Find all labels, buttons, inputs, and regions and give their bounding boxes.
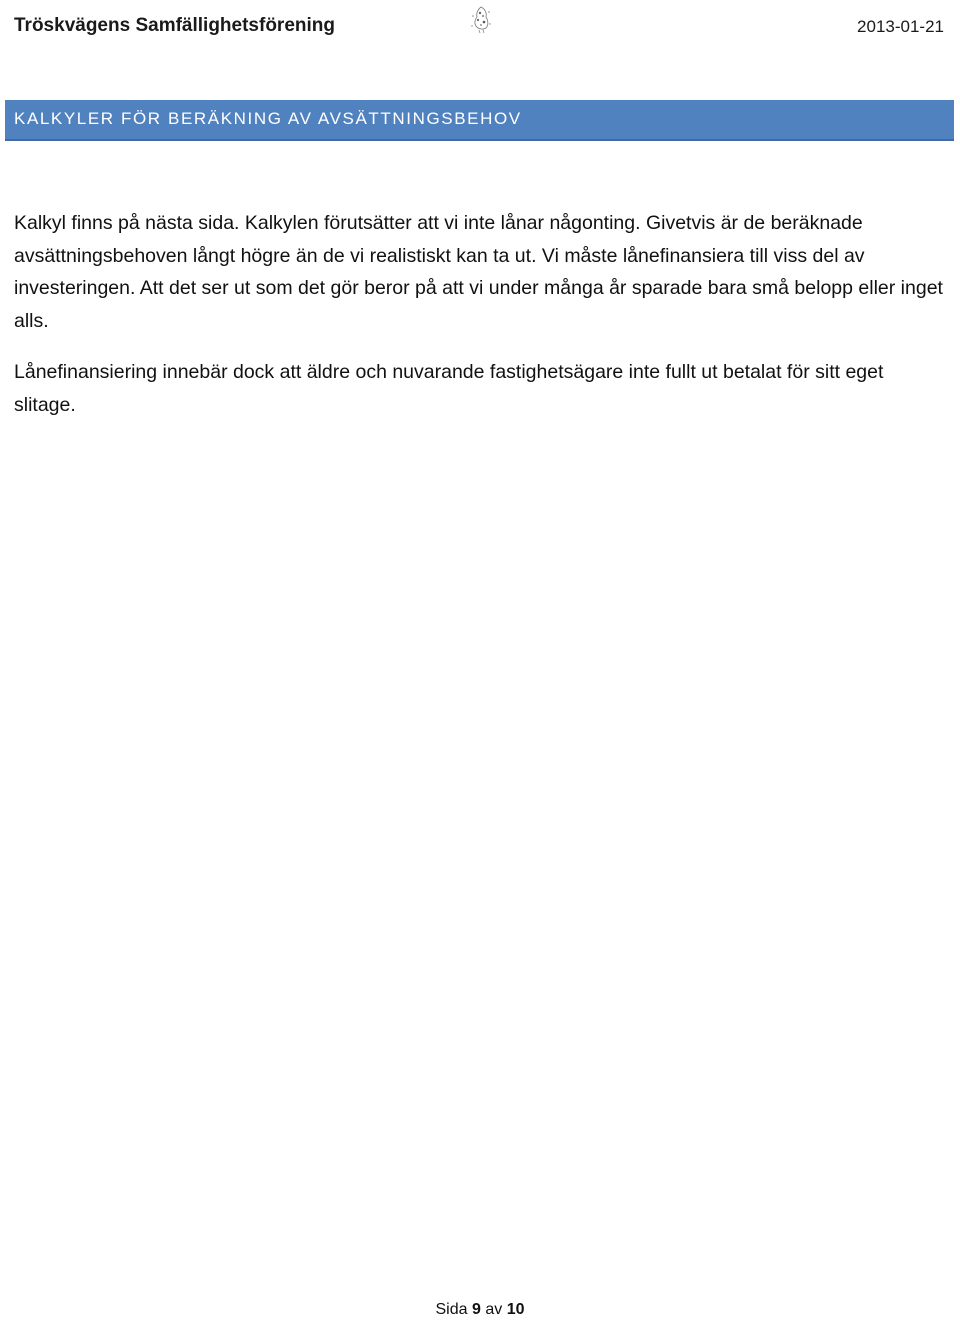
page-total: 10 <box>506 1301 525 1318</box>
document-date: 2013-01-21 <box>857 17 944 36</box>
section-title: KALKYLER FÖR BERÄKNING AV AVSÄTTNINGSBEHOV <box>14 109 522 128</box>
section-heading-bar <box>5 100 954 141</box>
organization-name: Tröskvägens Samfällighetsförening <box>14 15 335 36</box>
page-header <box>0 0 960 56</box>
paragraph: Lånefinansiering innebär dock att äldre och nuvarande fastighetsägare inte fullt ut betalat för sitt eget slitage. <box>14 361 884 416</box>
association-logo-icon <box>468 4 494 34</box>
body-text <box>14 207 946 421</box>
page-footer <box>0 1301 960 1319</box>
page-label: Sida <box>435 1301 468 1318</box>
paragraph: Kalkyl finns på nästa sida. Kalkylen förutsätter att vi inte lånar någonting. Givetvis är de beräknade avsättningsbehoven långt högre än de vi realistiskt kan ta ut. Vi måste lånefinansiera till viss del av investeringen. Att det ser ut som det gör beror på att vi under många år sparade bara små belopp eller inget alls. <box>14 212 943 332</box>
page-of-label: av <box>485 1301 503 1318</box>
page-number: 9 <box>471 1301 481 1318</box>
